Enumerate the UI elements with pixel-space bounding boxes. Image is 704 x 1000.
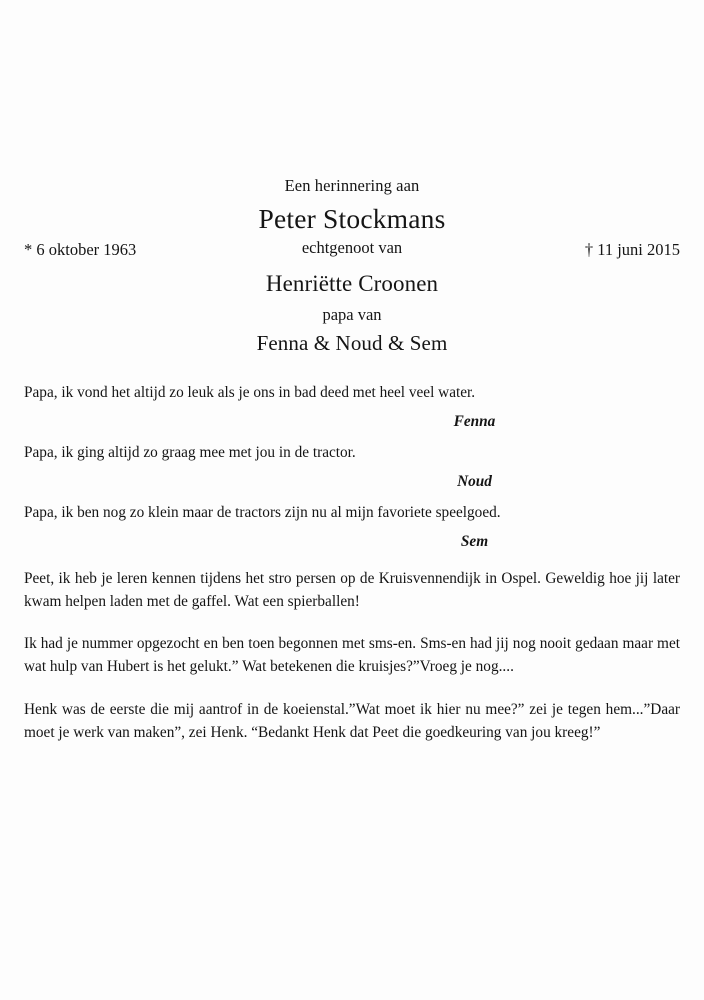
body-paragraph: Ik had je nummer opgezocht en ben toen begonnen met sms-en. Sms-en had jij nog nooit gedaan maar met wat hulp van Hubert is het gelukt.” Wat betekenen die kruisjes?”Vroeg je nog....	[24, 635, 680, 676]
tributes-section	[0, 382, 704, 550]
tribute-signature: Noud	[457, 472, 492, 490]
body-paragraph: Peet, ik heb je leren kennen tijdens het stro persen op de Kruisvennendijk in Ospel. Geweldig hoe jij later kwam helpen laden met de gaffel. Wat een spierballen!	[24, 569, 680, 610]
children-names: Fenna & Noud & Sem	[256, 331, 448, 356]
tribute-signature: Fenna	[453, 413, 496, 431]
spouse-name: Henriëtte Croonen	[265, 271, 439, 297]
dates-row	[0, 240, 704, 264]
body-paragraph: Henk was de eerste die mij aantrof in de koeienstal.”Wat moet ik hier nu mee?” zei je tegen hem...”Daar moet je werk van maken”, zei Henk. “Bedankt Henk dat Peet die goedkeuring van jou kreeg!”	[24, 700, 680, 741]
memorial-header	[0, 0, 704, 355]
tribute-text: Papa, ik vond het altijd zo leuk als je ons in bad deed met heel veel water.	[24, 384, 476, 402]
parent-relation-label: papa van	[322, 304, 382, 324]
body-paragraphs-section	[0, 567, 704, 745]
tribute-sem	[24, 502, 680, 551]
deceased-name: Peter Stockmans	[258, 202, 446, 234]
birth-date: * 6 oktober 1963	[24, 240, 137, 260]
tribute-fenna	[24, 382, 680, 431]
intro-line: Een herinnering aan	[284, 176, 420, 195]
tribute-text: Papa, ik ben nog zo klein maar de tractors zijn nu al mijn favoriete speelgoed.	[24, 503, 501, 521]
tribute-noud	[24, 442, 680, 491]
death-date: † 11 juni 2015	[584, 240, 680, 260]
tribute-text: Papa, ik ging altijd zo graag mee met jou in de tractor.	[24, 444, 356, 462]
spouse-relation-label: echtgenoot van	[301, 238, 403, 258]
tribute-signature: Sem	[460, 532, 489, 550]
